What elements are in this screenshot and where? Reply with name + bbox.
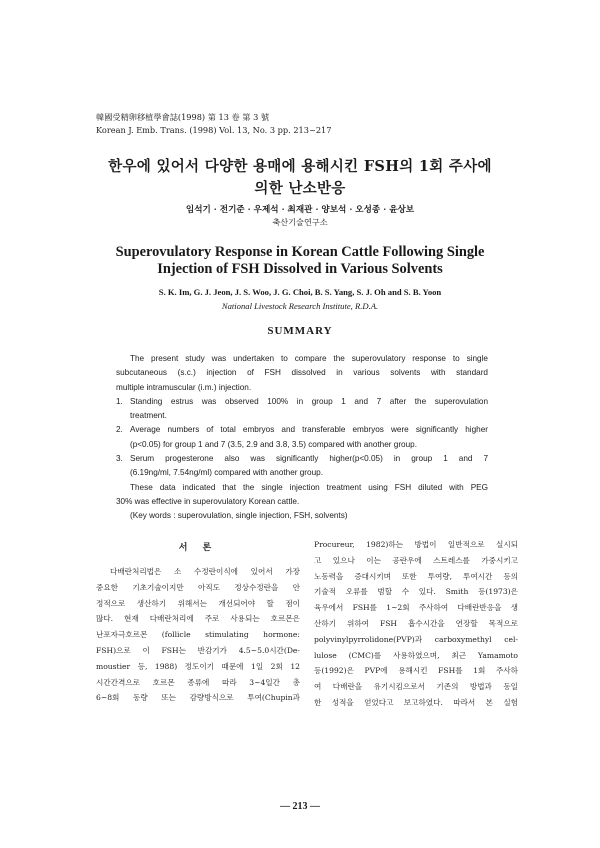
journal-header-english: Korean J. Emb. Trans. (1998) Vol. 13, No. 3 pp. 213~217	[96, 125, 332, 135]
korean-title-line1: 한우에 있어서 다양한 용매에 용해시킨 FSH의 1회 주사에	[108, 158, 492, 175]
body-line: FSH)으로 이 FSH는 반감기가 4.5~5.0시간(De-	[96, 645, 300, 655]
body-line: 육우에서 FSH를 1~2회 주사하여 다배란반응을 생	[314, 603, 518, 613]
section-title-introduction: 서 론	[178, 543, 218, 553]
body-line: 산하기 위하여 FSH 흡수시간을 연장할 목적으로	[314, 618, 518, 628]
abstract-conclusion-line1: These data indicated that the single injection treatment using FSH diluted with PEG	[130, 482, 488, 492]
summary-heading: SUMMARY	[267, 325, 333, 337]
body-line: 한 성적을 얻었다고 보고하였다. 따라서 본 실험	[314, 697, 518, 707]
finding-text-line1: Standing estrus was observed 100% in group 1 and 7 after the superovulation	[130, 396, 488, 406]
finding-item-3	[116, 452, 488, 481]
body-line: 난포자극호르몬 (follicle stimulating hormone:	[96, 630, 300, 640]
english-authors: S. K. Im, G. J. Jeon, J. S. Woo, J. G. Choi, B. S. Yang, S. J. Oh and S. B. Yoon	[158, 287, 442, 297]
body-line: 고 있으나 이는 공란우에 스트레스를 가중시키고	[314, 555, 518, 565]
keywords: (Key words : superovulation, single injection, FSH, solvents)	[130, 511, 348, 521]
english-title-line1: Superovulatory Response in Korean Cattle Following Single	[115, 244, 485, 260]
abstract-conclusion-line2: 30% was effective in superovulatory Korean cattle.	[116, 496, 300, 506]
body-column-left	[96, 540, 300, 706]
korean-title-line2: 의한 난소반응	[254, 180, 346, 197]
page-number: — 213 —	[280, 801, 320, 812]
abstract	[116, 352, 488, 524]
abstract-intro-line3: multiple intramuscular (i.m.) injection.	[116, 382, 252, 392]
finding-number: 2.	[116, 425, 123, 435]
body-line: 여 다배란을 유기시킴으로서 기존의 방법과 동일	[314, 682, 518, 692]
body-line: lulose (CMC)를 사용하였으며, 최근 Yamamoto	[314, 650, 518, 660]
body-line: moustier 등, 1988) 정도이기 때문에 1일 2회 12	[96, 661, 300, 671]
journal-header	[96, 111, 331, 137]
english-title-line2: Injection of FSH Dissolved in Various Solvents	[157, 261, 443, 277]
abstract-intro-line2: subcutaneous (s.c.) injection of FSH dissolved in various solvents with standard	[116, 368, 488, 378]
body-line: 노동력을 증대시키며 또한 투여량, 투여시간 등의	[314, 571, 518, 581]
body-line: 기술적 오류를 범할 수 있다. Smith 등(1973)은	[314, 587, 518, 597]
body-line: 6~8회 동량 또는 감량방식으로 투여(Chupin과	[96, 693, 300, 703]
finding-text-line2: treatment.	[130, 411, 167, 421]
english-affiliation: National Livestock Research Institute, R.D.A.	[221, 301, 379, 311]
body-line: 등(1992)은 PVP에 용해시킨 FSH를 1회 주사하	[314, 666, 518, 676]
finding-number: 1.	[116, 396, 123, 406]
body-column-right	[314, 537, 518, 711]
finding-item-1	[116, 395, 488, 424]
finding-number: 3.	[116, 454, 123, 464]
body-line: polyvinylpyrrolidone(PVP)과 carboxymethyl cel-	[314, 634, 518, 644]
body-line: 중요한 기초기술이지만 아직도 정상수정란을 안	[96, 582, 300, 592]
journal-header-korean: 韓國受精卵移植學會誌(1998) 第 13 卷 第 3 號	[96, 112, 270, 122]
finding-text-line2: (p<0.05) for group 1 and 7 (3.5, 2.9 and 3.8, 3.5) compared with another group.	[130, 439, 417, 449]
finding-text-line1: Serum progesterone also was significantly higher(p<0.05) in group 1 and 7	[130, 454, 488, 464]
body-line: 정적으로 생산하기 위해서는 개선되어야 할 점이	[96, 598, 300, 608]
body-line: 시간간격으로 호르몬 종류에 따라 3~4일간 총	[96, 677, 300, 687]
finding-item-2	[116, 423, 488, 452]
korean-affiliation: 축산기술연구소	[272, 217, 328, 227]
body-line: 다배란처리법은 소 수정란이식에 있어서 가장	[110, 567, 300, 576]
body-line: Procureur, 1982)하는 방법이 일반적으로 실시되	[314, 540, 518, 549]
abstract-intro-line1: The present study was undertaken to compare the superovulatory response to single	[130, 354, 488, 363]
finding-text-line2: (6.19ng/ml, 7.54ng/ml) compared with another group.	[130, 468, 323, 478]
korean-authors: 임석기 · 전기준 · 우제석 · 최재관 · 양보석 · 오성종 · 윤상보	[185, 205, 415, 215]
body-line: 많다. 현재 다배란처리에 주로 사용되는 호르몬은	[96, 614, 300, 624]
finding-text-line1: Average numbers of total embryos and transferable embryos were significantly higher	[130, 425, 488, 435]
